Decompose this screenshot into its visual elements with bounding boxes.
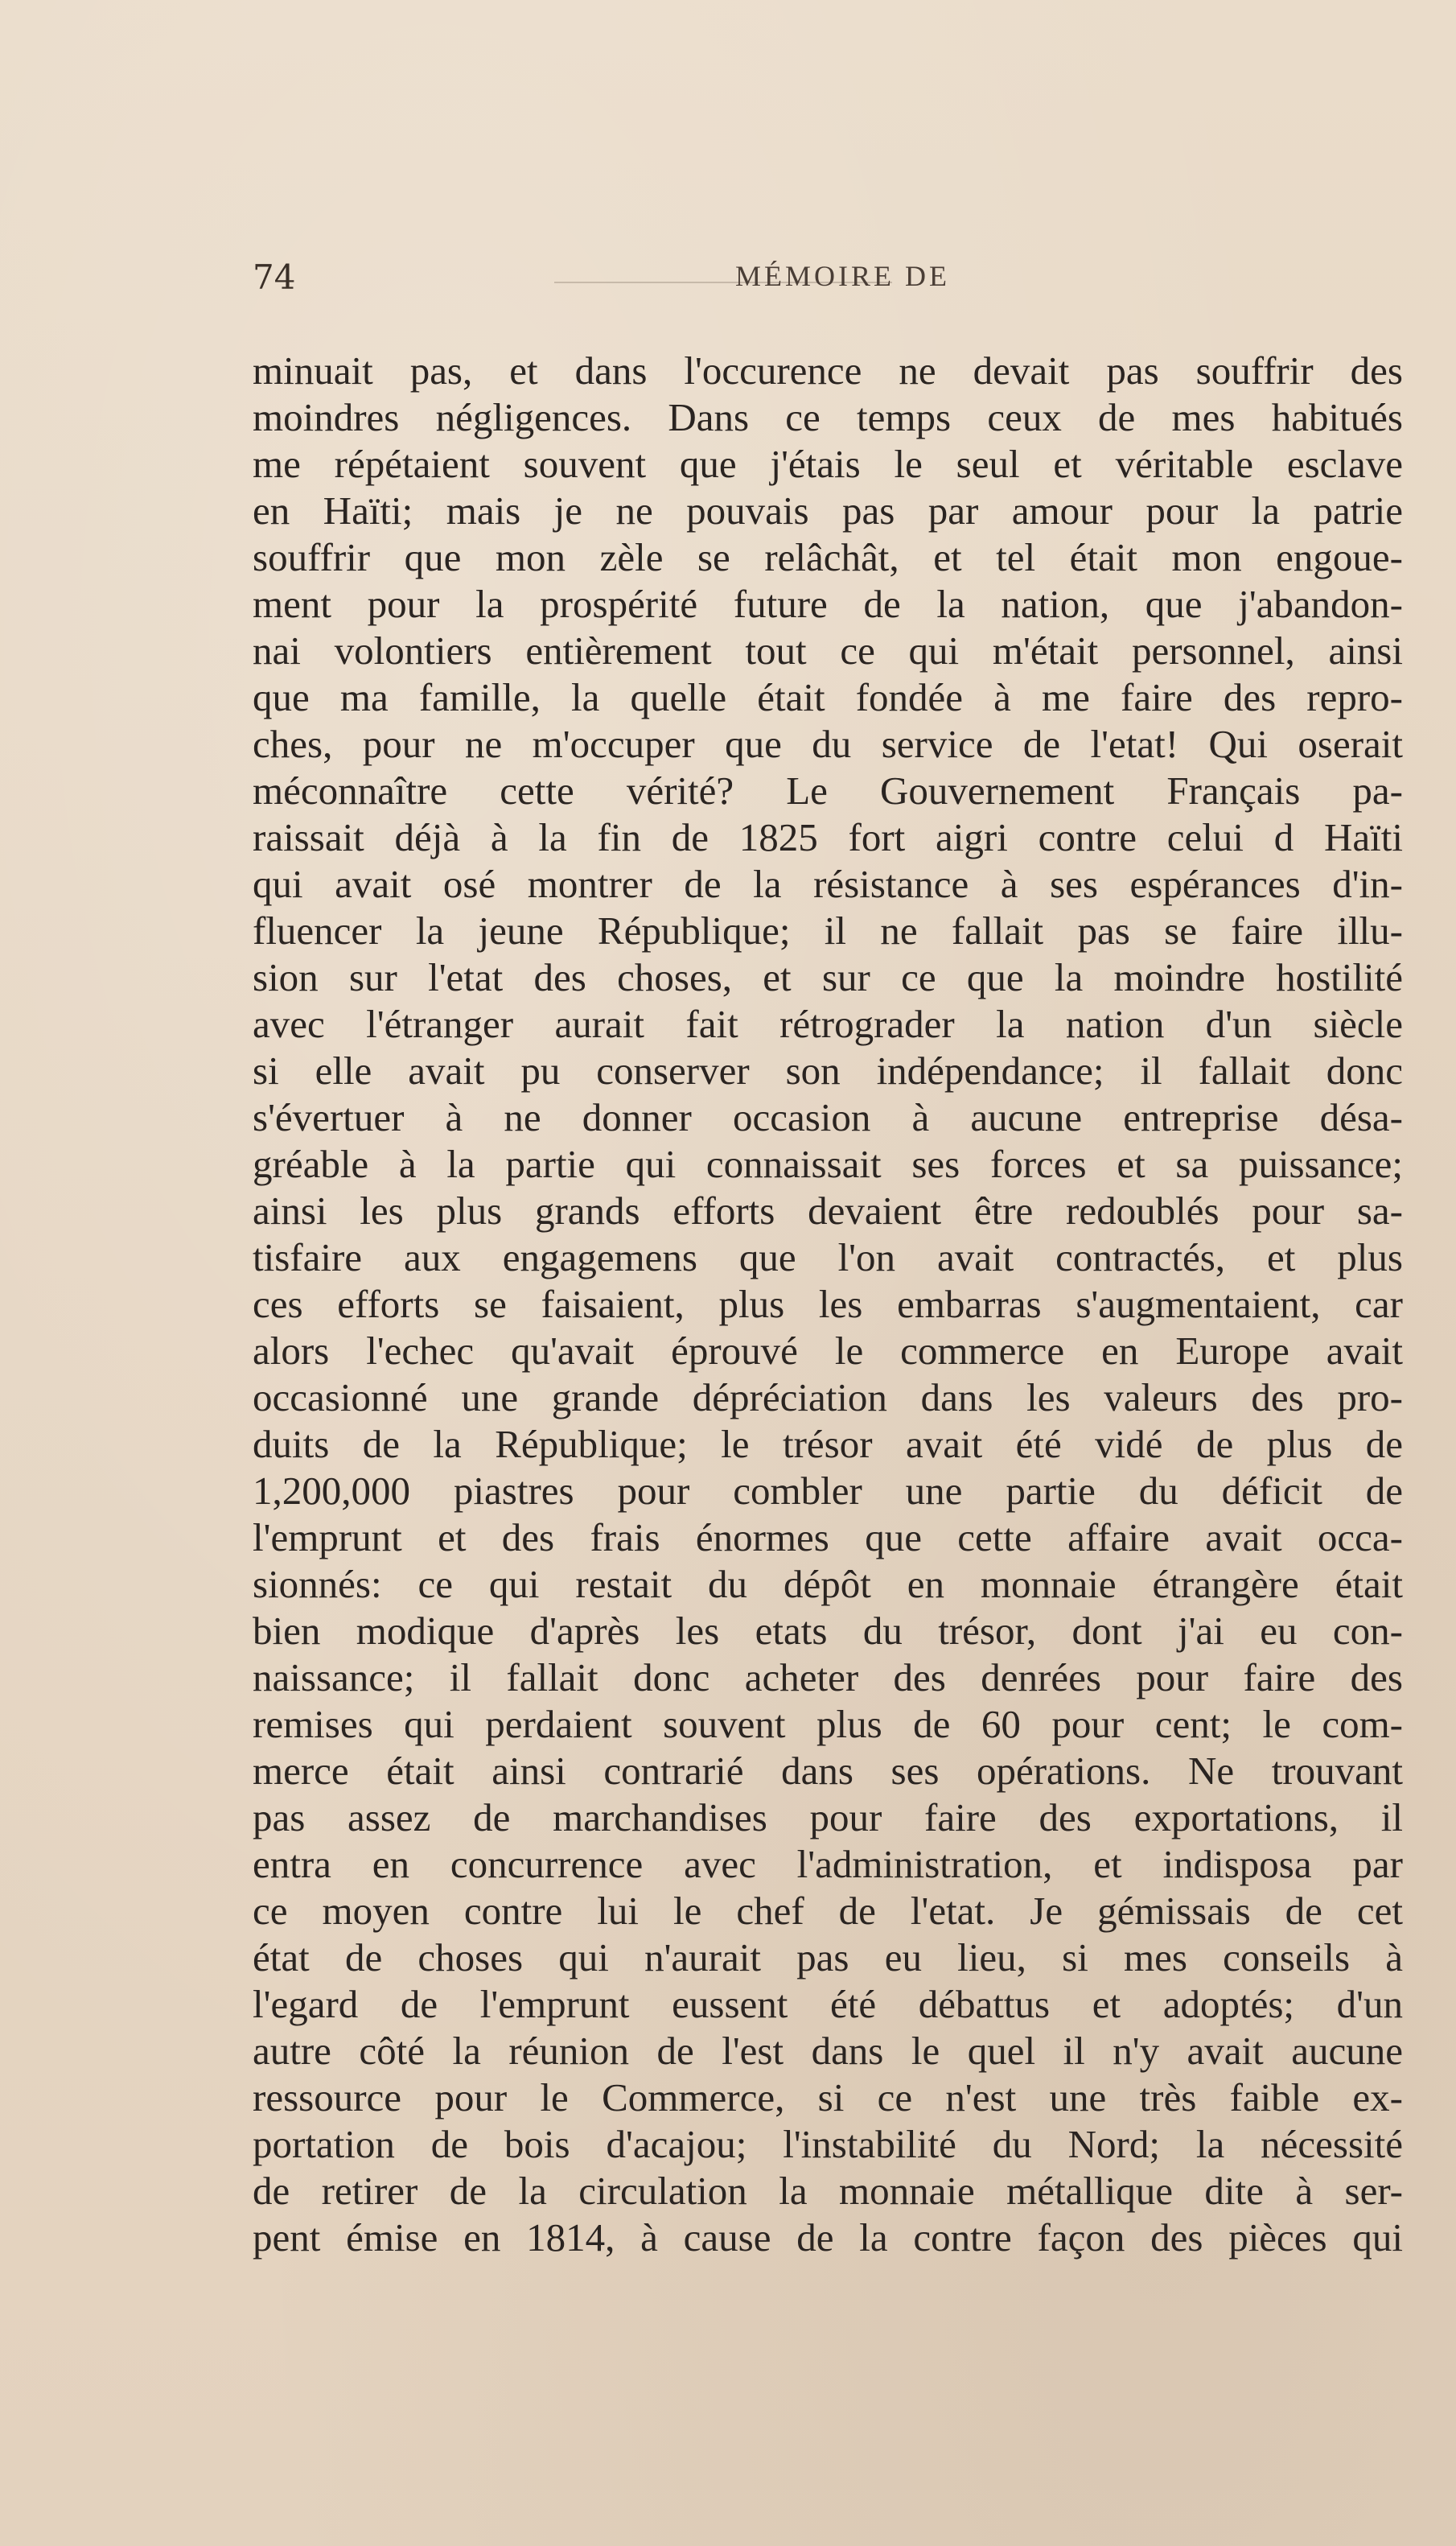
text-line: gréable à la partie qui connaissait ses forces et sa puissance; — [253, 1142, 1403, 1186]
text-line: de retirer de la circulation la monnaie métallique dite à ser- — [253, 2169, 1403, 2213]
text-line: ce moyen contre lui le chef de l'etat. Je gémissais de cet — [253, 1889, 1403, 1933]
text-line: ces efforts se faisaient, plus les embarras s'augmentaient, car — [253, 1282, 1403, 1326]
text-line: autre côté la réunion de l'est dans le quel il n'y avait aucune — [253, 2029, 1403, 2073]
text-line: l'egard de l'emprunt eussent été débattus et adoptés; d'un — [253, 1982, 1403, 2026]
text-line: raissait déjà à la fin de 1825 fort aigri contre celui d Haïti — [253, 815, 1403, 859]
text-line: moindres négligences. Dans ce temps ceux de mes habitués — [253, 395, 1403, 439]
text-line: remises qui perdaient souvent plus de 60 pour cent; le com- — [253, 1702, 1403, 1746]
text-line: qui avait osé montrer de la résistance à ses espérances d'in- — [253, 862, 1403, 906]
text-line: s'évertuer à ne donner occasion à aucune entreprise désa- — [253, 1095, 1403, 1139]
text-line: ainsi les plus grands efforts devaient être redoublés pour sa- — [253, 1189, 1403, 1233]
text-line: avec l'étranger aurait fait rétrograder la nation d'un siècle — [253, 1002, 1403, 1046]
text-line: sion sur l'etat des choses, et sur ce que la moindre hostilité — [253, 955, 1403, 999]
text-line: tisfaire aux engagemens que l'on avait contractés, et plus — [253, 1235, 1403, 1279]
text-line: ches, pour ne m'occuper que du service de l'etat! Qui oserait — [253, 722, 1403, 766]
text-line: occasionné une grande dépréciation dans les valeurs des pro- — [253, 1375, 1403, 1419]
text-line: en Haïti; mais je ne pouvais pas par amour pour la patrie — [253, 488, 1403, 533]
text-line: fluencer la jeune République; il ne fallait pas se faire illu- — [253, 908, 1403, 953]
text-line: si elle avait pu conserver son indépendance; il fallait donc — [253, 1048, 1403, 1093]
text-line: sionnés: ce qui restait du dépôt en monnaie étrangère était — [253, 1562, 1403, 1606]
page-header — [253, 257, 1403, 306]
text-line: alors l'echec qu'avait éprouvé le commerce en Europe avait — [253, 1329, 1403, 1373]
running-title: MÉMOIRE DE — [735, 260, 950, 292]
text-line: ressource pour le Commerce, si ce n'est une très faible ex- — [253, 2075, 1403, 2120]
page-number: 74 — [253, 257, 296, 297]
text-line: portation de bois d'acajou; l'instabilité du Nord; la nécessité — [253, 2122, 1403, 2166]
text-line: minuait pas, et dans l'occurence ne devait pas souffrir des — [253, 348, 1403, 393]
text-line: nai volontiers entièrement tout ce qui m'était personnel, ainsi — [253, 628, 1403, 673]
text-line: méconnaître cette vérité? Le Gouvernement Français pa- — [253, 768, 1403, 813]
text-line: naissance; il fallait donc acheter des denrées pour faire des — [253, 1655, 1403, 1699]
text-line: ment pour la prospérité future de la nation, que j'abandon- — [253, 582, 1403, 626]
text-line: pent émise en 1814, à cause de la contre façon des pièces qui — [253, 2215, 1403, 2260]
text-line: pas assez de marchandises pour faire des exportations, il — [253, 1795, 1403, 1839]
text-line: l'emprunt et des frais énormes que cette affaire avait occa- — [253, 1515, 1403, 1559]
text-line: merce était ainsi contrarié dans ses opérations. Ne trouvant — [253, 1749, 1403, 1793]
text-line: entra en concurrence avec l'administration, et indisposa par — [253, 1842, 1403, 1886]
body-text — [253, 348, 1403, 2261]
text-line: état de choses qui n'aurait pas eu lieu, si mes conseils à — [253, 1935, 1403, 1980]
text-line: 1,200,000 piastres pour combler une partie du déficit de — [253, 1469, 1403, 1513]
text-line: que ma famille, la quelle était fondée à me faire des repro- — [253, 675, 1403, 719]
text-line: duits de la République; le trésor avait été vidé de plus de — [253, 1422, 1403, 1466]
text-line: souffrir que mon zèle se relâchât, et tel était mon engoue- — [253, 535, 1403, 579]
text-line: bien modique d'après les etats du trésor, dont j'ai eu con- — [253, 1609, 1403, 1653]
text-line: me répétaient souvent que j'étais le seul et véritable esclave — [253, 442, 1403, 486]
